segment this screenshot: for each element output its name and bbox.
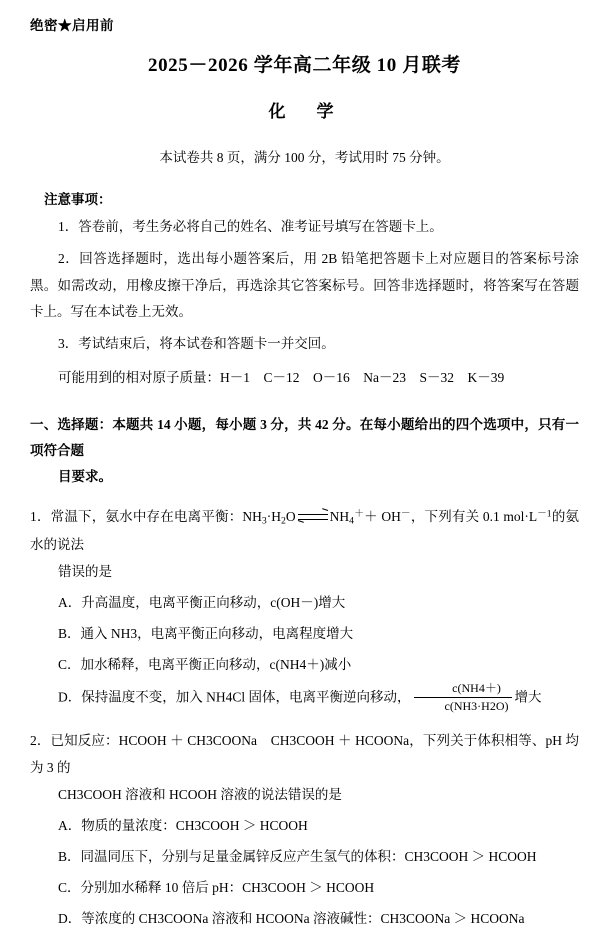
question-1-option-d-text: D．保持温度不变，加入 NH4Cl 固体，电离平衡逆向移动，	[58, 689, 411, 705]
question-1-option-d[interactable]	[30, 682, 579, 715]
notice-item-1: 1．答卷前，考生务必将自己的姓名、准考证号填写在答题卡上。	[58, 219, 443, 234]
page-title: 2025－2026 学年高二年级 10 月联考	[147, 55, 462, 76]
question-2-number: 2．	[30, 732, 51, 748]
question-1-sup-3: －1	[537, 508, 552, 520]
atomic-mass-line: 可能用到的相对原子质量：H－1 C－12 O－16 Na－23 S－32 K－39	[58, 369, 505, 385]
secret-mark: 绝密★启用前	[30, 18, 114, 33]
question-2-stem-line2: CH3COOH 溶液和 HCOOH 溶液的说法错误的是	[58, 786, 342, 802]
exam-meta: 本试卷共 8 页，满分 100 分，考试用时 75 分钟。	[159, 150, 450, 165]
notice-item-2: 2．回答选择题时，选出每小题答案后，用 2B 铅笔把答题卡上对应题目的答案标号涂黑。如需改动，用橡皮擦干净后，再选涂其它答案标号。回答非选择题时，将答案写在答题卡上。写在本试卷上无效。	[30, 251, 579, 319]
question-1-option-a[interactable]: A．升高温度，电离平衡正向移动，c(OH－)增大	[58, 594, 346, 610]
question-1-stem-c: O	[285, 508, 296, 524]
question-1-stem-d: NH	[329, 508, 350, 524]
question-1-sub-1: 3	[261, 515, 267, 527]
question-1-sub-2: 2	[281, 515, 286, 527]
question-1-stem-e: ＋ OH	[364, 508, 401, 524]
question-1-sup-2: －	[400, 508, 411, 520]
concentration-ratio-fraction	[414, 681, 512, 714]
question-2	[30, 727, 579, 808]
question-2-option-d[interactable]: D．等浓度的 CH3COONa 溶液和 HCOONa 溶液碱性：CH3COONa ＞ HCOONa	[58, 910, 525, 926]
section-one-heading	[30, 412, 579, 491]
question-1-sub-3: 4	[349, 515, 354, 527]
notice-title: 注意事项：	[44, 192, 112, 207]
section-one-text: 本题共 14 小题，每小题 3 分，共 42 分。在每小题给出的四个选项中，只有一项符合题	[30, 416, 580, 458]
question-2-option-c[interactable]: C．分别加水稀释 10 倍后 pH：CH3COOH ＞ HCOOH	[58, 879, 375, 895]
fraction-denominator: c(NH3·H2O)	[444, 698, 509, 713]
question-1-stem-b: ·H	[266, 508, 282, 524]
section-one-text2: 目要求。	[58, 469, 112, 485]
question-1-stem-g: 的氨水的说法	[30, 508, 580, 552]
question-1-option-b[interactable]: B．通入 NH3，电离平衡正向移动，电离程度增大	[58, 625, 354, 641]
question-2-option-b[interactable]: B．同温同压下，分别与足量金属锌反应产生氢气的体积：CH3COOH ＞ HCOOH	[58, 848, 537, 864]
question-1-sup-1: ＋	[354, 508, 365, 520]
equilibrium-arrow-icon	[298, 512, 328, 523]
question-1-option-c[interactable]: C．加水稀释，电离平衡正向移动，c(NH4＋)减小	[58, 656, 352, 672]
question-1-option-d-tail: 增大	[514, 689, 542, 705]
subject-title: 化 学	[268, 102, 341, 121]
question-2-stem-line1: 已知反应：HCOOH ＋ CH3COONa CH3COOH ＋ HCOONa，下列关于体积相等、pH 均为 3 的	[30, 732, 579, 775]
question-1-number: 1．	[30, 508, 51, 524]
section-one-label: 一、选择题：	[30, 416, 113, 432]
question-1-stem-line2: 错误的是	[58, 563, 112, 579]
question-2-option-a[interactable]: A．物质的量浓度：CH3COOH ＞ HCOOH	[58, 817, 308, 833]
notice-item-3: 3．考试结束后，将本试卷和答题卡一并交回。	[58, 336, 335, 352]
question-1	[30, 503, 579, 585]
question-1-stem-f: ，下列有关 0.1 mol·L	[410, 508, 538, 524]
question-1-stem-a: 常温下，氨水中存在电离平衡：NH	[50, 508, 262, 524]
fraction-numerator: c(NH4＋)	[414, 681, 512, 698]
